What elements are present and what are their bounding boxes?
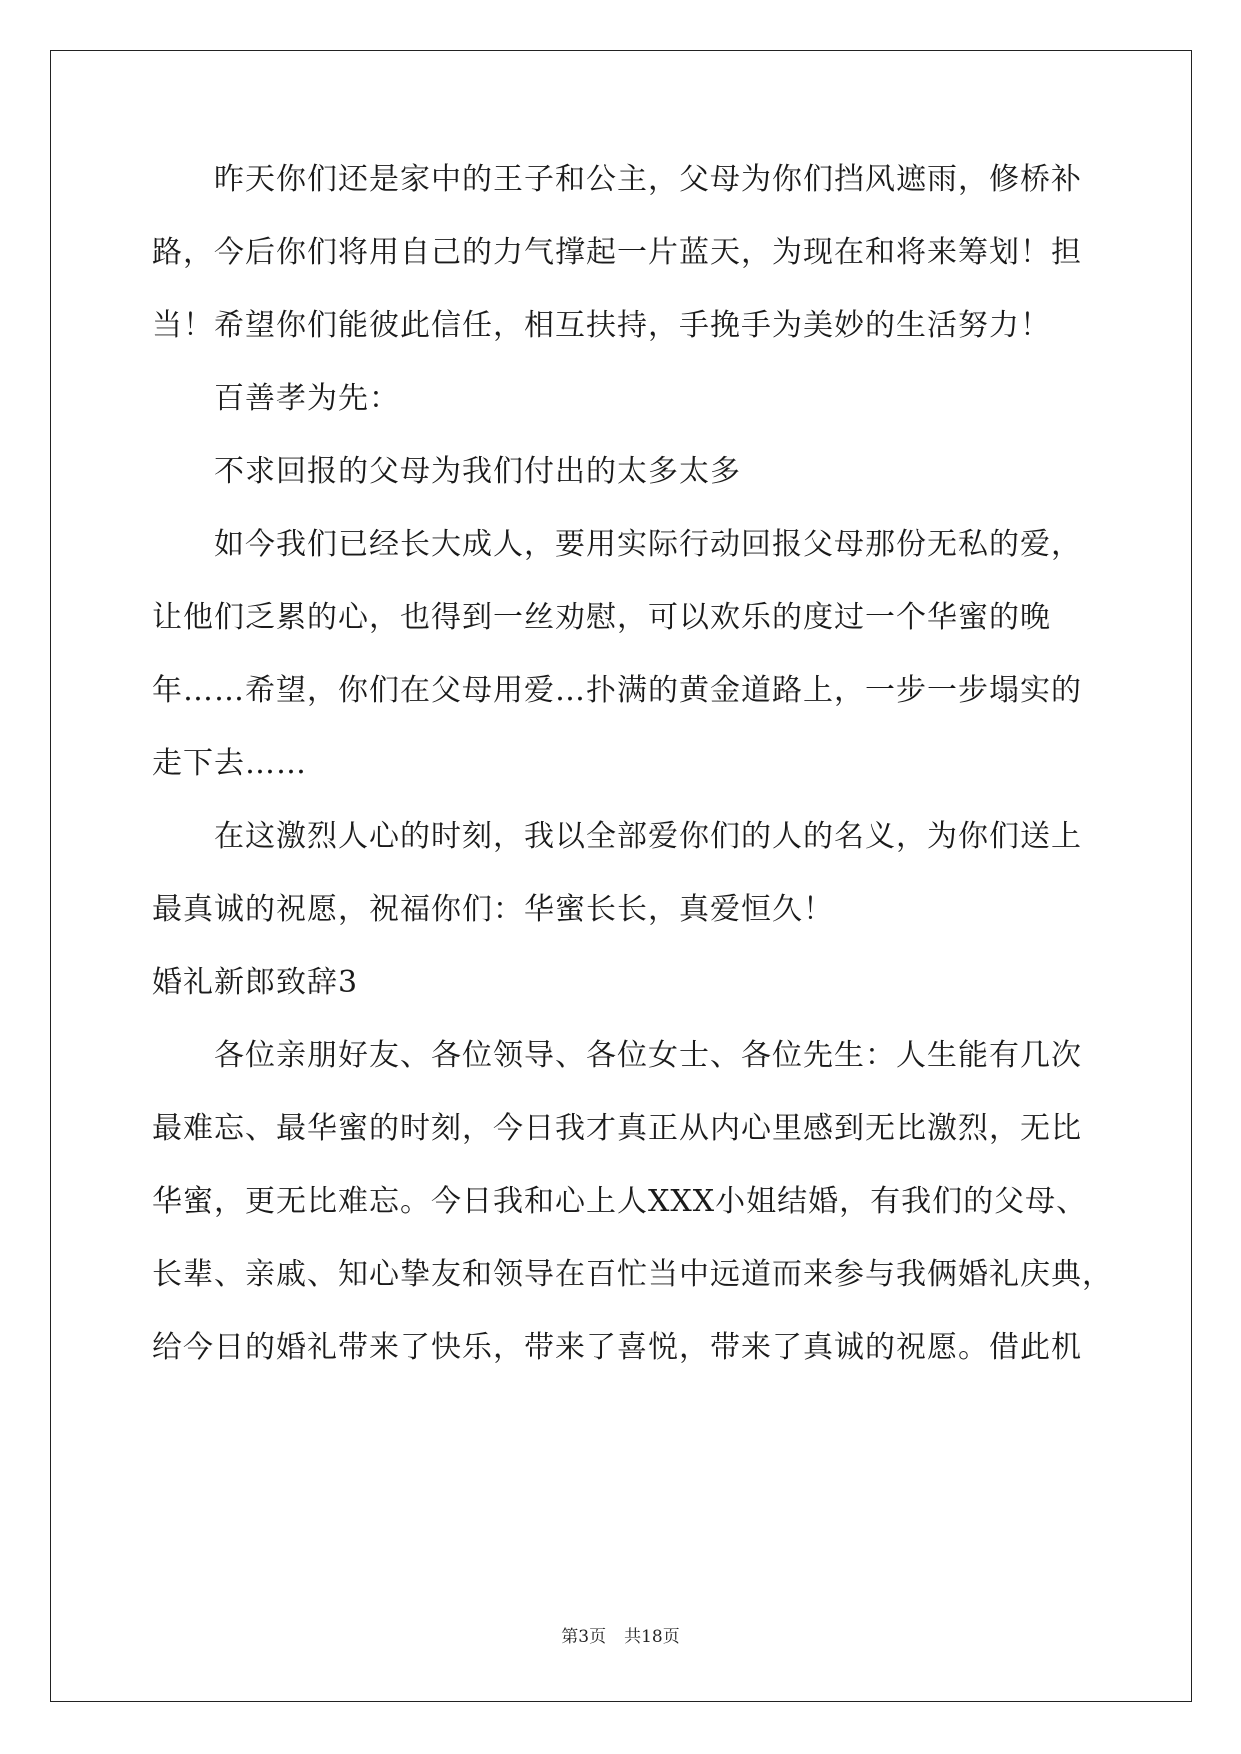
page-total: 共18页	[624, 1627, 680, 1647]
paragraph-line: 最真诚的祝愿，祝福你们：华蜜长长，真爱恒久！	[152, 892, 834, 927]
paragraph-line: 让他们乏累的心，也得到一丝劝慰，可以欢乐的度过一个华蜜的晚	[152, 600, 1051, 635]
paragraph-line: 当！希望你们能彼此信任，相互扶持，手挽手为美妙的生活努力！	[152, 308, 1051, 343]
paragraph-line: 最难忘、最华蜜的时刻，今日我才真正从内心里感到无比激烈，无比	[152, 1111, 1082, 1146]
paragraph-line: 在这激烈人心的时刻，我以全部爱你们的人的名义，为你们送上	[214, 819, 1082, 854]
paragraph-line: 年……希望，你们在父母用爱…扑满的黄金道路上，一步一步塌实的	[152, 673, 1082, 708]
paragraph-line: 给今日的婚礼带来了快乐，带来了喜悦，带来了真诚的祝愿。借此机	[152, 1330, 1082, 1365]
paragraph-line: 路，今后你们将用自己的力气撑起一片蓝天，为现在和将来筹划！担	[152, 235, 1082, 270]
paragraph-line: 百善孝为先：	[214, 381, 400, 416]
paragraph-line: 不求回报的父母为我们付出的太多太多	[214, 454, 741, 489]
paragraph-line: 华蜜，更无比难忘。今日我和心上人XXX小姐结婚，有我们的父母、	[152, 1184, 1088, 1219]
paragraph-line: 如今我们已经长大成人，要用实际行动回报父母那份无私的爱，	[214, 527, 1082, 562]
page-footer	[0, 1625, 1241, 1649]
paragraph-line: 长辈、亲戚、知心挚友和领导在百忙当中远道而来参与我俩婚礼庆典，	[152, 1257, 1113, 1292]
page-frame	[50, 50, 1192, 1702]
paragraph-line: 各位亲朋好友、各位领导、各位女士、各位先生：人生能有几次	[214, 1038, 1082, 1073]
section-heading: 婚礼新郎致辞3	[152, 965, 359, 1000]
paragraph-line: 昨天你们还是家中的王子和公主，父母为你们挡风遮雨，修桥补	[214, 162, 1082, 197]
page-number: 第3页	[561, 1627, 607, 1647]
paragraph-line: 走下去……	[152, 746, 307, 781]
